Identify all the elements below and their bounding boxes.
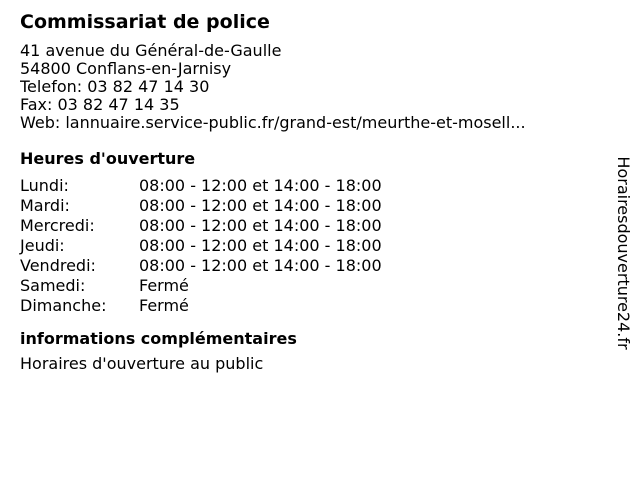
info-heading: informations complémentaires — [20, 329, 297, 348]
day-label: Dimanche: — [20, 296, 107, 315]
brand-watermark: Horairesdouverture24.fr — [614, 156, 633, 350]
day-label: Mardi: — [20, 196, 70, 215]
day-label: Samedi: — [20, 276, 86, 295]
hours-row-tuesday — [20, 196, 600, 216]
day-hours: 08:00 - 12:00 et 14:00 - 18:00 — [139, 176, 382, 195]
city-address: 54800 Conflans-en-Jarnisy — [20, 60, 232, 78]
day-hours: Fermé — [139, 276, 189, 295]
phone-number: Telefon: 03 82 47 14 30 — [20, 78, 210, 96]
hours-row-monday — [20, 176, 600, 196]
page-title: Commissariat de police — [20, 11, 270, 33]
day-label: Jeudi: — [20, 236, 65, 255]
day-hours: 08:00 - 12:00 et 14:00 - 18:00 — [139, 196, 382, 215]
listing-card — [20, 10, 600, 373]
day-label: Mercredi: — [20, 216, 95, 235]
day-hours: 08:00 - 12:00 et 14:00 - 18:00 — [139, 236, 382, 255]
website-link[interactable]: Web: lannuaire.service-public.fr/grand-est/meurthe-et-mosell... — [20, 114, 526, 132]
hours-table — [20, 176, 600, 316]
day-hours: Fermé — [139, 296, 189, 315]
fax-number: Fax: 03 82 47 14 35 — [20, 96, 180, 114]
info-text: Horaires d'ouverture au public — [20, 355, 264, 373]
day-hours: 08:00 - 12:00 et 14:00 - 18:00 — [139, 256, 382, 275]
street-address: 41 avenue du Général-de-Gaulle — [20, 42, 282, 60]
address-block — [20, 42, 600, 132]
day-label: Vendredi: — [20, 256, 96, 275]
hours-row-friday — [20, 256, 600, 276]
day-hours: 08:00 - 12:00 et 14:00 - 18:00 — [139, 216, 382, 235]
hours-row-wednesday — [20, 216, 600, 236]
hours-row-thursday — [20, 236, 600, 256]
hours-heading: Heures d'ouverture — [20, 149, 196, 168]
day-label: Lundi: — [20, 176, 69, 195]
hours-row-sunday — [20, 296, 600, 316]
hours-row-saturday — [20, 276, 600, 296]
